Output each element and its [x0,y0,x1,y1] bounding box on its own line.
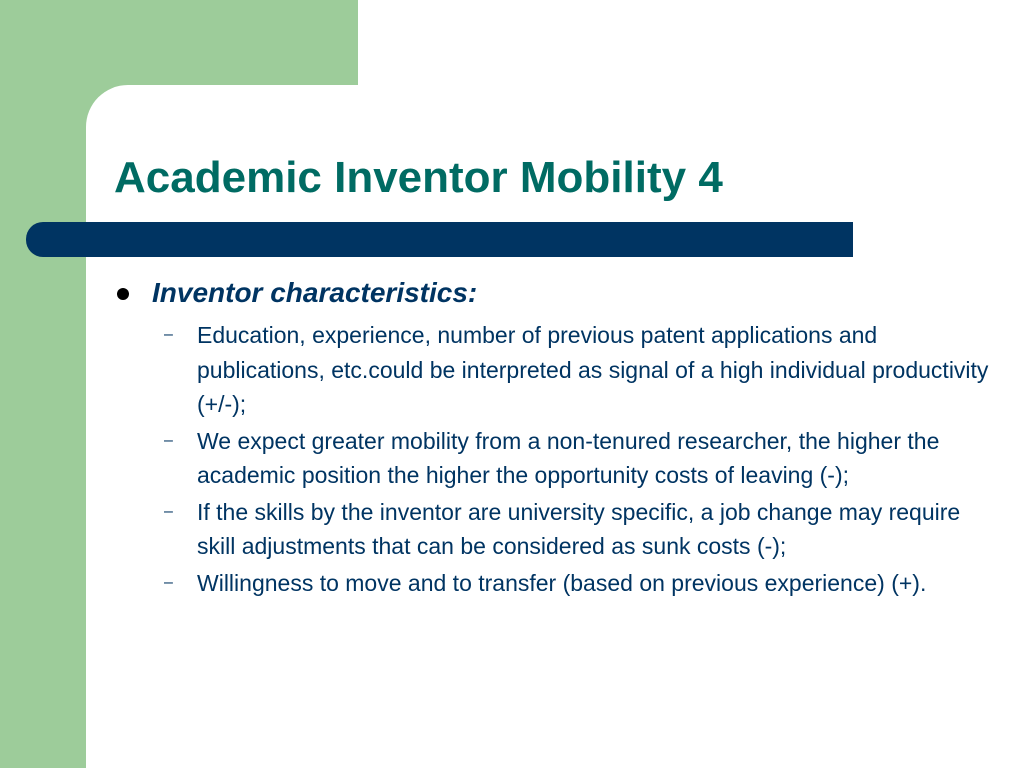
sub-bullet-list [114,318,994,600]
slide-body [114,274,994,602]
sub-bullet-item [114,424,994,493]
dash-icon: – [164,431,173,449]
sub-bullet-text: If the skills by the inventor are university specific, a job change may require skill adjustments that can be considered as sunk costs (-); [197,498,961,559]
bullet-heading: Inventor characteristics: [152,277,478,308]
slide-title: Academic Inventor Mobility 4 [114,153,723,202]
sub-bullet-item [114,566,994,601]
sub-bullet-text: Education, experience, number of previous patent applications and publications, etc.could be interpreted as signal of a high individual productivity (+/-); [197,322,989,417]
bullet-dot-icon [117,288,129,300]
dash-icon: – [164,502,173,520]
sub-bullet-item [114,495,994,564]
sub-bullet-item [114,318,994,422]
bullet-item [114,274,994,314]
sub-bullet-text: Willingness to move and to transfer (based on previous experience) (+). [197,569,927,596]
dash-icon: – [164,573,173,591]
title-underline-bar [26,222,853,257]
sub-bullet-text: We expect greater mobility from a non-tenured researcher, the higher the academic position the higher the opportunity costs of leaving (-); [197,427,940,488]
dash-icon: – [164,326,173,343]
